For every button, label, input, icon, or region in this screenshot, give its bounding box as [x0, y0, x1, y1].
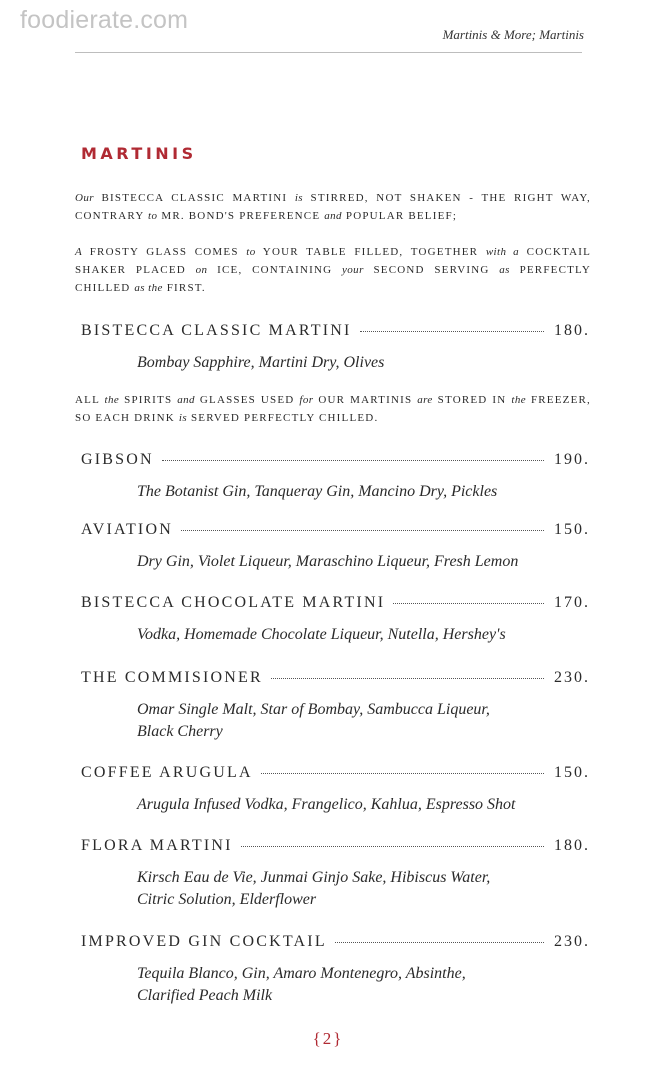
text-run: FIRST. — [162, 282, 206, 294]
page-number: {2} — [312, 1029, 344, 1048]
text-run: YOUR TABLE FILLED, TOGETHER — [255, 246, 486, 258]
italic-word: is — [178, 412, 188, 424]
dot-leader — [261, 773, 544, 774]
dot-leader — [271, 678, 544, 679]
italic-word: to — [246, 246, 256, 258]
text-run: FROSTY GLASS COMES — [82, 246, 247, 258]
menu-item-bistecca-chocolate-martini — [81, 594, 590, 612]
italic-word: with a — [485, 246, 520, 258]
italic-word: on — [195, 264, 208, 276]
italic-word: for — [299, 394, 314, 406]
dot-leader — [360, 331, 544, 332]
item-price: 230. — [554, 933, 590, 950]
description-line: Tequila Blanco, Gin, Amaro Montenegro, Absinthe, — [137, 965, 466, 982]
item-name: FLORA MARTINI — [81, 837, 233, 854]
menu-item-coffee-arugula — [81, 764, 590, 782]
menu-item-bistecca-classic-martini — [81, 322, 590, 340]
menu-item-flora-martini — [81, 837, 590, 855]
item-description — [137, 481, 567, 503]
text-run: SPIRITS — [119, 394, 178, 406]
description-line: Vodka, Homemade Chocolate Liqueur, Nutella, Hershey's — [137, 626, 506, 643]
text-run: GLASSES USED — [194, 394, 300, 406]
item-description — [137, 699, 567, 743]
description-line: Dry Gin, Violet Liqueur, Maraschino Liqueur, Fresh Lemon — [137, 553, 519, 570]
text-run: BISTECCA CLASSIC MARTINI — [93, 192, 295, 204]
italic-word: and — [177, 394, 195, 406]
text-run: STIRRED, NOT SHAKEN - THE RIGHT WAY, CONTRARY — [75, 192, 592, 222]
text-run: PERFECTLY CHILLED — [75, 264, 591, 294]
italic-word: the — [104, 394, 120, 406]
intro-paragraph-1 — [75, 189, 591, 225]
item-price: 190. — [554, 451, 590, 468]
item-price: 150. — [554, 521, 590, 538]
item-description — [137, 624, 567, 646]
item-description — [137, 794, 567, 816]
italic-word: your — [341, 264, 364, 276]
description-line: Arugula Infused Vodka, Frangelico, Kahlua, Espresso Shot — [137, 796, 516, 813]
header-rule — [75, 52, 582, 53]
item-name: AVIATION — [81, 521, 173, 538]
dot-leader — [162, 460, 544, 461]
menu-item-gibson — [81, 451, 590, 469]
dot-leader — [393, 603, 544, 604]
description-line: Citric Solution, Elderflower — [137, 891, 317, 908]
item-description — [137, 551, 567, 573]
text-run: SERVED PERFECTLY CHILLED. — [187, 412, 379, 424]
text-run: SECOND SERVING — [363, 264, 500, 276]
description-line: Bombay Sapphire, Martini Dry, Olives — [137, 354, 385, 371]
italic-word: Our — [75, 192, 94, 204]
text-run: ICE, CONTAINING — [207, 264, 342, 276]
text-run: FREEZER, SO EACH DRINK — [75, 394, 591, 424]
intro-paragraph-2 — [75, 243, 591, 297]
description-line: The Botanist Gin, Tanqueray Gin, Mancino Dry, Pickles — [137, 483, 498, 500]
text-run: OUR MARTINIS — [313, 394, 418, 406]
section-title: MARTINIS — [81, 144, 197, 163]
running-head: Martinis & More; Martinis — [442, 27, 584, 42]
italic-word: to — [148, 210, 158, 222]
menu-item-improved-gin-cocktail — [81, 933, 590, 951]
item-price: 180. — [554, 322, 590, 339]
text-run: COCKTAIL SHAKER PLACED — [75, 246, 591, 276]
item-description — [137, 963, 567, 1007]
item-price: 180. — [554, 837, 590, 854]
italic-word: and — [324, 210, 342, 222]
italic-word: are — [417, 394, 433, 406]
italic-word: as — [499, 264, 510, 276]
item-name: BISTECCA CHOCOLATE MARTINI — [81, 594, 386, 611]
watermark: foodierate.com — [20, 6, 189, 34]
item-description — [137, 867, 567, 911]
description-line: Black Cherry — [137, 723, 223, 740]
menu-item-the-commisioner — [81, 669, 590, 687]
description-line: Kirsch Eau de Vie, Junmai Ginjo Sake, Hibiscus Water, — [137, 869, 491, 886]
dot-leader — [335, 942, 544, 943]
item-name: IMPROVED GIN COCKTAIL — [81, 933, 327, 950]
italic-word: as the — [134, 282, 163, 294]
item-price: 230. — [554, 669, 590, 686]
item-name: BISTECCA CLASSIC MARTINI — [81, 322, 352, 339]
menu-item-aviation — [81, 521, 590, 539]
description-line: Omar Single Malt, Star of Bombay, Sambucca Liqueur, — [137, 701, 490, 718]
item-name: GIBSON — [81, 451, 154, 468]
text-run: STORED IN — [432, 394, 512, 406]
italic-word: the — [511, 394, 526, 406]
dot-leader — [181, 530, 544, 531]
description-line: Clarified Peach Milk — [137, 987, 273, 1004]
text-run: POPULAR BELIEF; — [341, 210, 458, 222]
italic-word: A — [75, 246, 83, 258]
text-run: MR. BOND'S PREFERENCE — [157, 210, 325, 222]
italic-word: is — [294, 192, 303, 204]
item-price: 150. — [554, 764, 590, 781]
item-name: THE COMMISIONER — [81, 669, 263, 686]
item-name: COFFEE ARUGULA — [81, 764, 253, 781]
item-price: 170. — [554, 594, 590, 611]
text-run: ALL — [75, 394, 105, 406]
item-description — [137, 352, 567, 374]
dot-leader — [241, 846, 544, 847]
note-paragraph — [75, 391, 591, 427]
